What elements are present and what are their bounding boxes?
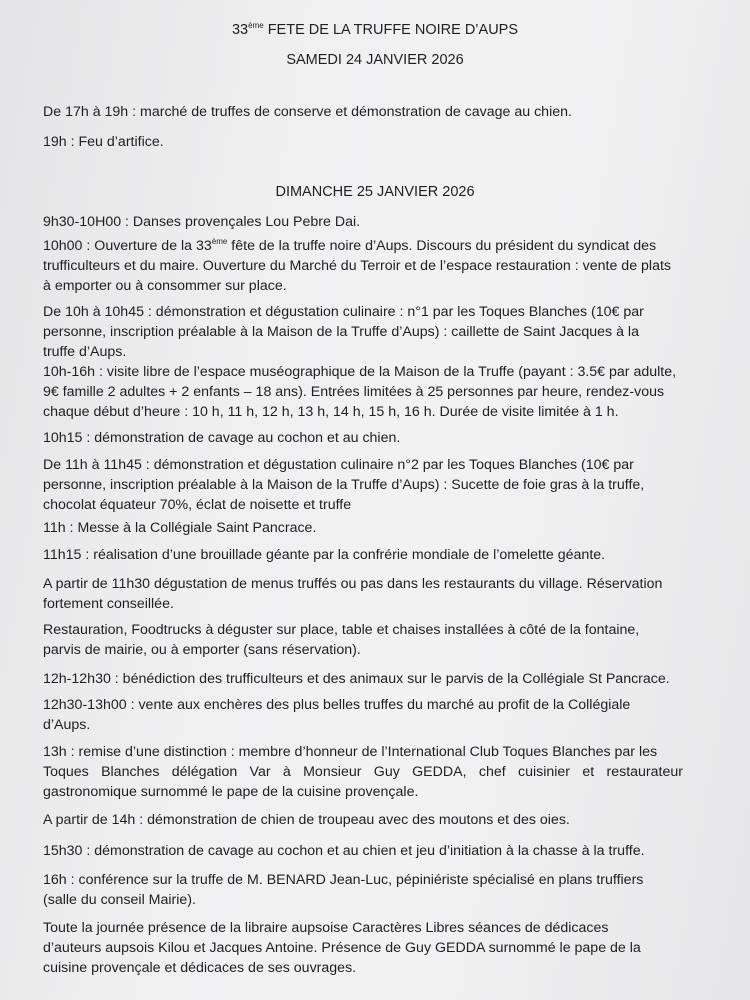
text-segment: 10h00 : Ouverture de la 33: [43, 238, 212, 254]
text-line: à emporter ou à consommer sur place.: [43, 278, 287, 294]
text-line: trufficulteurs et du maire. Ouverture du Marché du Terroir et de l’espace restauration : vente de plats: [43, 258, 671, 274]
sunday-item: [43, 620, 639, 660]
text-line: 9h30-10H00 : Danses provençales Lou Pebre Dai.: [43, 214, 361, 230]
title-superscript: ème: [248, 21, 264, 30]
text-line: 11h15 : réalisation d’une brouillade géante par la confrérie mondiale de l’omelette géante.: [43, 547, 606, 563]
sunday-item: [43, 918, 641, 978]
text-line: fortement conseillée.: [43, 596, 174, 612]
text-line: chaque début d’heure : 10 h, 11 h, 12 h, 13 h, 14 h, 15 h, 16 h. Durée de visite limitée à 1 h.: [43, 404, 619, 420]
text-line: 13h : remise d’une distinction : membre d’honneur de l’International Club Toques Blanches par les: [43, 744, 658, 760]
text-line: Toques Blanches délégation Var à Monsieur Guy GEDDA, chef cuisinier et restaurateur: [43, 764, 683, 780]
text-line: Restauration, Foodtrucks à déguster sur place, table et chaises installées à côté de la fontaine,: [43, 622, 640, 638]
text-line: A partir de 11h30 dégustation de menus truffés ou pas dans les restaurants du village. Réservation: [43, 576, 663, 592]
saturday-item: [43, 102, 572, 122]
text-line: 15h30 : démonstration de cavage au cochon et au chien et jeu d’initiation à la chasse à la truffe.: [43, 843, 645, 859]
text-line: chocolat équateur 70%, éclat de noisette et truffe: [43, 497, 352, 513]
text-line: 11h : Messe à la Collégiale Saint Pancrace.: [43, 520, 317, 536]
title-text: FETE DE LA TRUFFE NOIRE D’AUPS: [263, 22, 519, 38]
sunday-item: [43, 212, 360, 232]
sunday-item: [43, 518, 316, 538]
sunday-heading: DIMANCHE 25 JANVIER 2026: [275, 184, 475, 200]
sunday-item: [43, 574, 662, 614]
text-line: gastronomique surnommé le pape de la cuisine provençale.: [43, 784, 419, 800]
text-line: 19h : Feu d’artifice.: [43, 134, 164, 150]
text-line: De 17h à 19h : marché de truffes de conserve et démonstration de cavage au chien.: [43, 104, 572, 120]
sunday-item: [43, 545, 605, 565]
text-line: parvis de mairie, ou à emporter (sans réservation).: [43, 642, 361, 658]
sunday-item: [43, 236, 671, 296]
text-line: A partir de 14h : démonstration de chien de troupeau avec des moutons et des oies.: [43, 812, 570, 828]
text-line: personne, inscription préalable à la Maison de la Truffe d’Aups) : Sucette de foie gras à la truffe,: [43, 477, 645, 493]
text-line: 10h-16h : visite libre de l’espace muséographique de la Maison de la Truffe (payant : 3.5€ par adulte,: [43, 364, 677, 380]
text-line: 10h15 : démonstration de cavage au cochon et au chien.: [43, 430, 401, 446]
sunday-item: [43, 695, 630, 735]
superscript: ème: [211, 237, 228, 246]
text-line: truffe d’Aups.: [43, 344, 127, 360]
text-line: personne, inscription préalable à la Maison de la Truffe d’Aups) : caillette de Saint Jacques à la: [43, 324, 639, 340]
text-line: d’Aups.: [43, 717, 91, 733]
text-line: [43, 236, 671, 256]
sunday-item: [43, 455, 644, 515]
text-line: 12h30-13h00 : vente aux enchères des plus belles truffes du marché au profit de la Collégiale: [43, 697, 631, 713]
text-line: d’auteurs aupsois Kilou et Jacques Antoine. Présence de Guy GEDDA surnommé le pape de la: [43, 940, 641, 956]
text-line: 16h : conférence sur la truffe de M. BENARD Jean-Luc, pépiniériste spécialisé en plans truffiers: [43, 872, 644, 888]
sunday-item: [43, 742, 683, 802]
text-line: Toute la journée présence de la libraire aupsoise Caractères Libres séances de dédicaces: [43, 920, 609, 936]
document-title: [0, 22, 750, 38]
text-segment: fête de la truffe noire d’Aups. Discours du président du syndicat des: [227, 238, 657, 254]
text-line: De 10h à 10h45 : démonstration et dégustation culinaire : n°1 par les Toques Blanches (10€ par: [43, 304, 644, 320]
sunday-item: [43, 870, 643, 910]
title-number: 33: [231, 22, 249, 38]
text-line: (salle du conseil Mairie).: [43, 892, 196, 908]
sunday-item: [43, 669, 670, 689]
sunday-item: [43, 428, 400, 448]
sunday-item: [43, 810, 570, 830]
saturday-heading: SAMEDI 24 JANVIER 2026: [286, 52, 464, 68]
text-line: De 11h à 11h45 : démonstration et dégustation culinaire n°2 par les Toques Blanches (10€ par: [43, 457, 634, 473]
text-line: 12h-12h30 : bénédiction des trufficulteurs et des animaux sur le parvis de la Collégiale St Pancrace.: [43, 671, 670, 687]
text-line: cuisine provençale et dédicaces de ses ouvrages.: [43, 960, 357, 976]
text-line: 9€ famille 2 adultes + 2 enfants – 18 ans). Entrées limitées à 25 personnes par heure, rendez-vous: [43, 384, 665, 400]
saturday-item: [43, 132, 164, 152]
sunday-item: [43, 841, 645, 861]
sunday-item: [43, 362, 676, 422]
sunday-item: [43, 302, 644, 362]
